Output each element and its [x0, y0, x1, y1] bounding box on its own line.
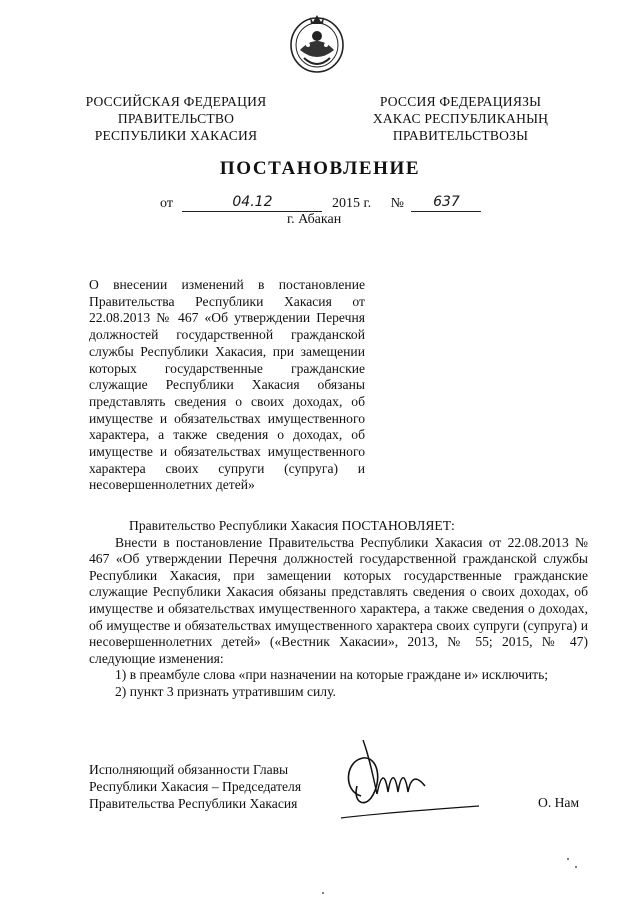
scan-speck: [567, 858, 569, 860]
number-field: [411, 194, 481, 212]
header-right-line: ПРАВИТЕЛЬСТВОЗЫ: [392, 128, 529, 143]
subject-line: Правительства Республики Хакасия от: [89, 293, 365, 309]
signatory-position-line: Республики Хакасия – Председателя: [89, 779, 302, 795]
subject-line: 22.08.2013 № 467 «Об утверждении Перечня: [89, 310, 365, 326]
subject-line: характера, а также сведения о доходах, об: [89, 427, 365, 443]
signatory-position: [89, 761, 301, 813]
subject-line: характера своих супруги (супруга) и: [89, 460, 365, 476]
subject-line: службы Республики Хакасия, при замещении: [89, 343, 365, 359]
header-right-block: [348, 93, 573, 144]
coat-of-arms-emblem: [288, 12, 346, 74]
subject-block: [89, 277, 365, 494]
header-left-line: ПРАВИТЕЛЬСТВО: [117, 111, 235, 126]
header-right-line: РОССИЯ ФЕДЕРАЦИЯЗЫ: [379, 94, 542, 109]
document-title: ПОСТАНОВЛЕНИЕ: [219, 158, 421, 179]
number-label: №: [390, 196, 404, 211]
number-handwritten: 637: [433, 194, 460, 210]
scan-speck: [575, 866, 577, 868]
header-left-block: [66, 93, 286, 144]
document-body: [89, 518, 588, 701]
year-label: 2015 г.: [331, 196, 372, 211]
amendment-item: 2) пункт 3 признать утратившим силу.: [115, 683, 336, 699]
main-paragraph: Внести в постановление Правительства Республики Хакасия от 22.08.2013 № 467 «Об утверждении Перечня должностей государственной гражданской службы Республики Хакасия, при замещении которых государственные гражданские служащие Республики Хакасия обязаны представлять сведения о своих доходах, об имуществе и обязательствах имущественного характера, а также сведения о доходах, об имуществе и обязательствах имущественного характера своих супруги (супруга) и несовершеннолетних детей» («Вестник Хакасии», 2013, № 55; 2015, № 47) следующие изменения:: [89, 534, 588, 666]
date-field: [182, 194, 322, 212]
signatory-position-line: Исполняющий обязанности Главы: [89, 762, 289, 777]
header-left-line: РЕСПУБЛИКИ ХАКАСИЯ: [94, 128, 258, 143]
amendment-item: 1) в преамбуле слова «при назначении на которые граждане и» исключить;: [115, 667, 549, 683]
subject-line: должностей государственной гражданской: [89, 327, 365, 343]
signatory-position-line: Правительства Республики Хакасия: [89, 796, 298, 812]
subject-line: которых государственные гражданские: [89, 360, 365, 376]
resolves-line: Правительство Республики Хакасия ПОСТАНОВЛЯЕТ:: [129, 518, 455, 533]
subject-line: имуществе и обязательствах имущественного: [89, 444, 365, 460]
subject-line: несовершеннолетних детей»: [89, 477, 255, 493]
header-left-line: РОССИЙСКАЯ ФЕДЕРАЦИЯ: [85, 94, 267, 109]
subject-line: О внесении изменений в постановление: [89, 277, 365, 292]
header-right-line: ХАКАС РЕСПУБЛИКАНЫҢ: [372, 111, 549, 126]
signatory-name: О. Нам: [538, 795, 580, 810]
date-handwritten: 04.12: [232, 194, 273, 210]
subject-line: имуществе и обязательствах имущественного: [89, 410, 365, 426]
subject-line: служащие Республики Хакасия обязаны: [89, 377, 365, 393]
scan-speck: [322, 892, 324, 894]
city-label: г. Абакан: [287, 212, 342, 227]
date-from-label: от: [160, 196, 173, 211]
subject-line: представлять сведения о своих доходах, об: [89, 393, 365, 409]
handwritten-signature: [333, 736, 483, 831]
